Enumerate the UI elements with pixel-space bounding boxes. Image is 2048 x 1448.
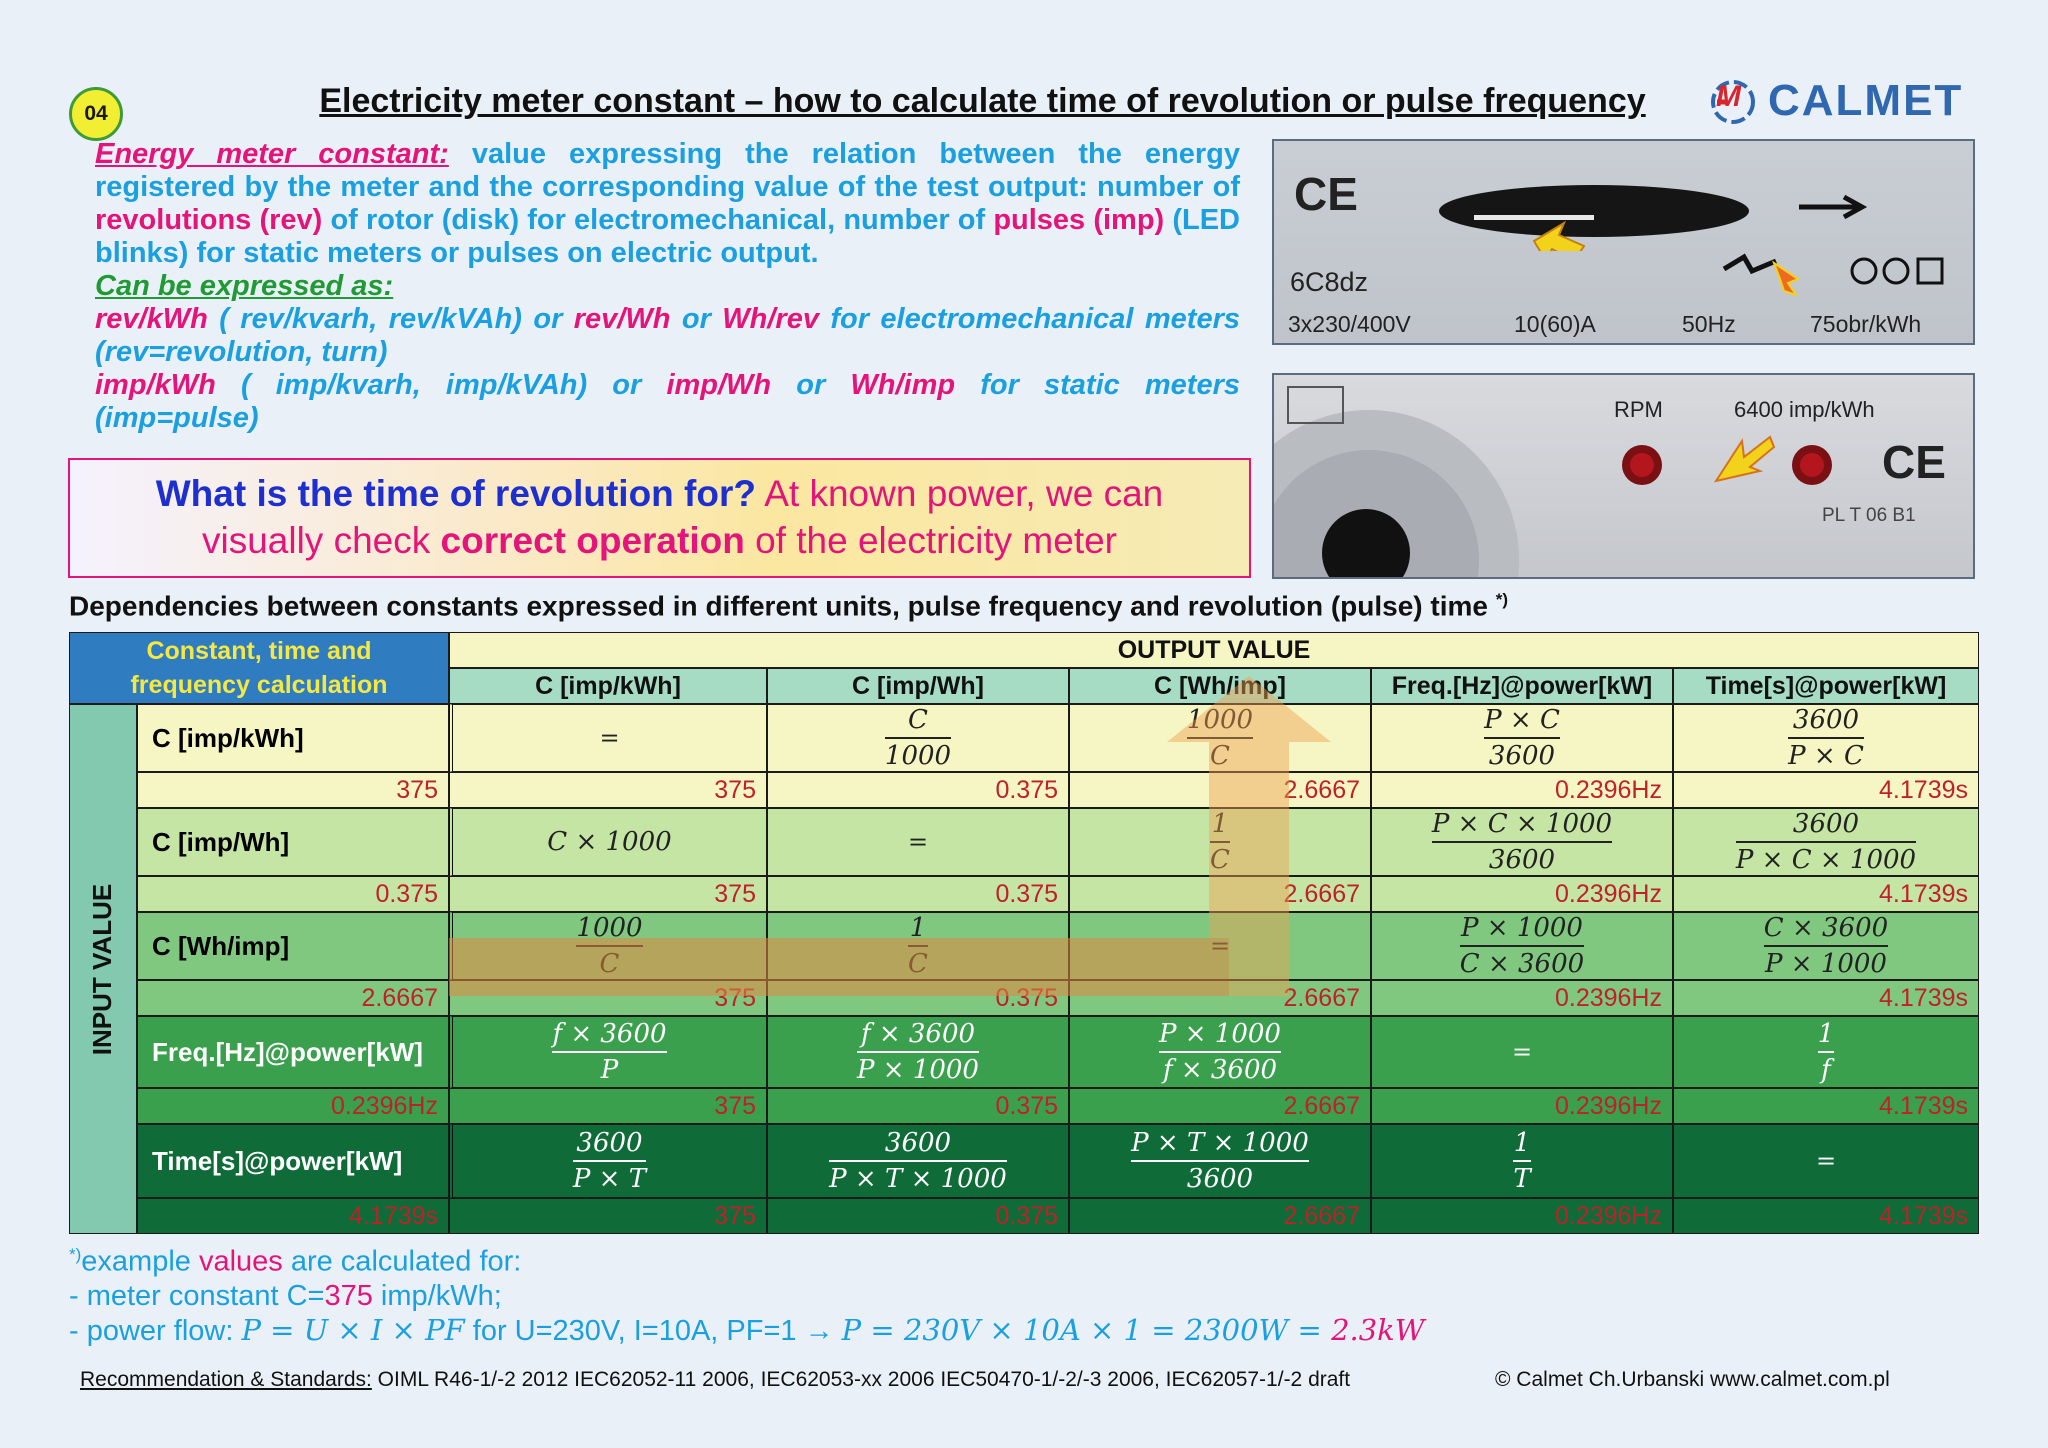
formula-cell: $\frac{1000}{C}$ (1069, 704, 1371, 772)
formula-cell: $\frac{1}{C}$ (1069, 808, 1371, 876)
expressed-as-label: Can be expressed as: (95, 270, 394, 302)
disk-window-icon (1434, 171, 1894, 251)
meter-model: 6C8dz (1290, 267, 1369, 297)
output-value: 0.2396Hz (1371, 1088, 1673, 1124)
answer-emphasis: correct operation (440, 520, 745, 561)
meter-constant-plate: 75obr/kWh (1810, 311, 1922, 337)
rev-units-line: rev/kWh ( rev/kvarh, rev/kVAh) or rev/Wh or Wh/rev for electromechanical meters (rev=revolution, turn) (95, 303, 1240, 368)
formula-cell: $\frac{1000}{C}$ (449, 912, 767, 980)
formula-cell: $\frac{3600}{P \times T \times 1000}$ (767, 1124, 1069, 1198)
meter-current: 10(60)A (1514, 311, 1596, 337)
col-header-freq: Freq.[Hz]@power[kW] (1371, 668, 1673, 704)
meter-code: PL T 06 B1 (1822, 505, 1916, 526)
cell-eq: = (1673, 1124, 1979, 1198)
formula-cell: $\frac{3600}{P \times C}$ (1673, 704, 1979, 772)
example-footnote: *)example values are calculated for: - meter constant C=375 imp/kWh; - power flow: P = U × I × PF for U=230V, I=10A, PF=1 → P = 230V × 10A × 1 = 2300W = 2.3kW (69, 1245, 1425, 1347)
table-subtitle: Dependencies between constants expressed in different units, pulse frequency and revolution (pulse) time *) (69, 590, 1509, 622)
formula-cell: $\frac{f \times 3600}{P}$ (449, 1016, 767, 1088)
meter-voltage: 3x230/400V (1288, 311, 1411, 337)
input-value: 4.1739s (137, 1198, 449, 1234)
meter-constant-led: 6400 imp/kWh (1734, 397, 1875, 422)
output-value: 2.6667 (1069, 772, 1371, 808)
footnote-mark: *) (1495, 590, 1509, 609)
standards-references: Recommendation & Standards: OIML R46-1/-2 2012 IEC62052-11 2006, IEC62053-xx 2006 IEC50470-1/-2/-3 2006, IEC62057-1/-2 draft (80, 1368, 1351, 1391)
formula-cell: $\frac{3600}{P \times C \times 1000}$ (1673, 808, 1979, 876)
ce-mark: CE (1294, 168, 1358, 220)
output-value: 2.6667 (1069, 876, 1371, 912)
output-value-header: OUTPUT VALUE (449, 632, 1979, 668)
output-value: 0.2396Hz (1371, 980, 1673, 1016)
input-value: 0.375 (137, 876, 449, 912)
answer-text: of the electricity meter (744, 520, 1117, 561)
imp-units-line: imp/kWh ( imp/kvarh, imp/kVAh) or imp/Wh or Wh/imp for static meters (imp=pulse) (95, 369, 1240, 434)
logo-text: CALMET (1768, 76, 1964, 125)
formula-cell: $\frac{f \times 3600}{P \times 1000}$ (767, 1016, 1069, 1088)
output-value: 0.2396Hz (1371, 1198, 1673, 1234)
corner-header: Constant, time and frequency calculation (69, 632, 449, 704)
output-value: 4.1739s (1673, 1198, 1979, 1234)
question-box (68, 458, 1251, 578)
row-label-imp-kwh: C [imp/kWh] (137, 704, 449, 772)
constant-definition (95, 138, 1240, 435)
row-label-wh-imp: C [Wh/imp] (137, 912, 449, 980)
formula-cell: $\frac{P \times 1000}{C \times 3600}$ (1371, 912, 1673, 980)
meter-symbols-icon (1714, 249, 1964, 299)
formula-cell: $\frac{C}{1000}$ (767, 704, 1069, 772)
formula-cell: $\frac{1}{C}$ (767, 912, 1069, 980)
output-value: 0.2396Hz (1371, 876, 1673, 912)
question-text: What is the time of revolution for? (155, 473, 756, 514)
logo-mark: M (1716, 80, 1741, 113)
output-value: 375 (449, 980, 767, 1016)
electromechanical-meter-photo (1272, 139, 1975, 345)
output-value: 2.6667 (1069, 1088, 1371, 1124)
dependency-table (69, 632, 1979, 1234)
formula-cell: $\frac{1}{f}$ (1673, 1016, 1979, 1088)
definition-text: value expressing the relation between the energy registered by the meter and the corresponding value of the test output: number of (95, 138, 1240, 203)
page-number-badge: 04 (69, 87, 123, 141)
cell-eq: = (449, 704, 767, 772)
output-value: 375 (449, 1198, 767, 1234)
input-value-header: INPUT VALUE (69, 704, 137, 1234)
output-value: 4.1739s (1673, 1088, 1979, 1124)
col-header-imp-wh: C [imp/Wh] (767, 668, 1069, 704)
output-value: 0.375 (767, 876, 1069, 912)
input-value: 375 (137, 772, 449, 808)
output-value: 0.375 (767, 980, 1069, 1016)
definition-text: of rotor (disk) for electromechanical, number of (322, 204, 994, 236)
definition-term: Energy meter constant: (95, 138, 449, 170)
rpm-label: RPM (1614, 397, 1663, 422)
row-label-imp-wh: C [imp/Wh] (137, 808, 449, 876)
input-value: 2.6667 (137, 980, 449, 1016)
formula-cell: $\frac{3600}{P \times T}$ (449, 1124, 767, 1198)
output-value: 4.1739s (1673, 980, 1979, 1016)
col-header-time: Time[s]@power[kW] (1673, 668, 1979, 704)
answer-text: At known power, we can (755, 473, 1164, 514)
formula-cell: $\frac{P \times 1000}{f \times 3600}$ (1069, 1016, 1371, 1088)
output-value: 375 (449, 772, 767, 808)
output-value: 375 (449, 1088, 767, 1124)
definition-text: (LED blinks) for static meters or pulses on electric output. (95, 204, 1241, 269)
output-value: 0.2396Hz (1371, 772, 1673, 808)
row-label-freq: Freq.[Hz]@power[kW] (137, 1016, 449, 1088)
formula-cell: $\frac{1}{T}$ (1371, 1124, 1673, 1198)
output-value: 375 (449, 876, 767, 912)
row-label-time: Time[s]@power[kW] (137, 1124, 449, 1198)
cell-eq: = (1069, 912, 1371, 980)
col-header-imp-kwh: C [imp/kWh] (449, 668, 767, 704)
cell-eq: = (1371, 1016, 1673, 1088)
output-value: 4.1739s (1673, 876, 1979, 912)
page-title: Electricity meter constant – how to calculate time of revolution or pulse frequency (319, 82, 1646, 120)
input-value: 0.2396Hz (137, 1088, 449, 1124)
static-meter-photo (1272, 373, 1975, 579)
copyright: © Calmet Ch.Urbanski www.calmet.com.pl (1495, 1368, 1890, 1391)
definition-imp: pulses (imp) (993, 204, 1165, 236)
meter-frequency: 50Hz (1682, 311, 1736, 337)
definition-rev: revolutions (rev) (95, 204, 323, 236)
answer-text: visually check (201, 520, 441, 561)
formula-cell: $\frac{C \times 3600}{P \times 1000}$ (1673, 912, 1979, 980)
formula-cell: $\frac{P \times C \times 1000}{3600}$ (1371, 808, 1673, 876)
ce-mark: CE (1882, 436, 1946, 488)
output-value: 2.6667 (1069, 1198, 1371, 1234)
output-value: 0.375 (767, 1088, 1069, 1124)
output-value: 0.375 (767, 772, 1069, 808)
formula-cell: C × 1000 (449, 808, 767, 876)
formula-cell: $\frac{P \times C}{3600}$ (1371, 704, 1673, 772)
formula-cell: $\frac{P \times T \times 1000}{3600}$ (1069, 1124, 1371, 1198)
col-header-wh-imp: C [Wh/imp] (1069, 668, 1371, 704)
output-value: 4.1739s (1673, 772, 1979, 808)
output-value: 0.375 (767, 1198, 1069, 1234)
output-value: 2.6667 (1069, 980, 1371, 1016)
cell-eq: = (767, 808, 1069, 876)
